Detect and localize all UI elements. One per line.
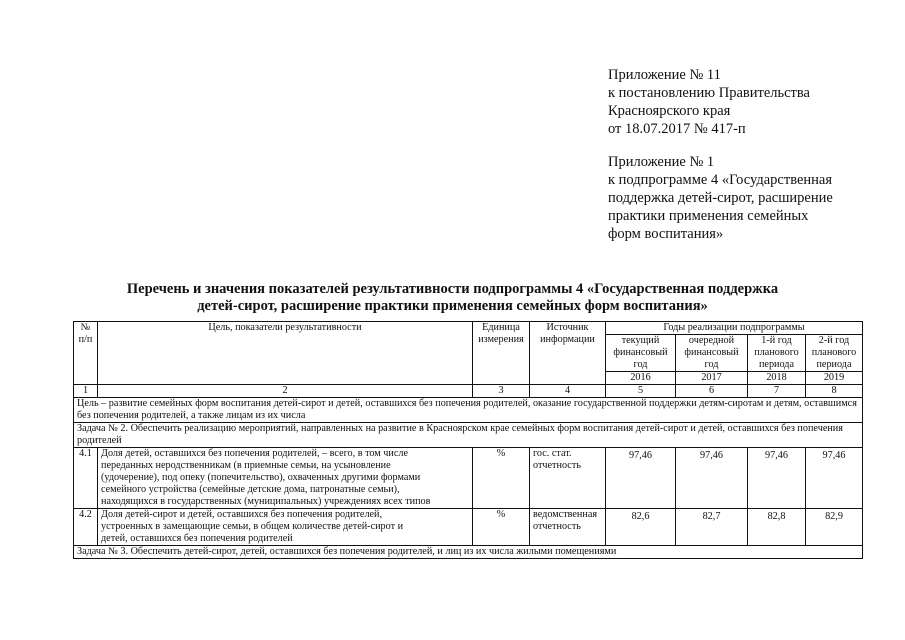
task-row (74, 423, 863, 448)
header-unit: Единица измерения (473, 322, 530, 385)
header-year: 2016 (606, 372, 676, 385)
title-line-1: Перечень и значения показателей результативности подпрограммы 4 «Государственная поддержка (126, 281, 779, 297)
header-year-label: очередной финансовый год (676, 335, 748, 372)
header-num: № п/п (74, 322, 98, 385)
header-year: 2017 (676, 372, 748, 385)
table-row (74, 448, 863, 509)
header-goal: Цель, показатели результативности (98, 322, 473, 385)
appendix-line: форм воспитания» (608, 226, 724, 242)
row-number: 4.1 (74, 448, 98, 509)
appendix-line: поддержка детей-сирот, расширение (608, 190, 833, 206)
title-line-2: детей-сирот, расширение практики применения семейных форм воспитания» (197, 298, 708, 314)
indicator-value: 82,9 (806, 509, 863, 546)
indicator-unit: % (473, 448, 530, 509)
header-year-label: 2-й год планового периода (806, 335, 863, 372)
indicator-text: Доля детей-сирот и детей, оставшихся без попечения родителей, устроенных в замещающие семьи, в общем количестве детей-сирот и детей, оставшихся без попечения родителей (98, 509, 473, 546)
indicator-value: 97,46 (806, 448, 863, 509)
column-number: 1 (74, 385, 98, 398)
column-number: 3 (473, 385, 530, 398)
indicator-source: ведомственная отчетность (530, 509, 606, 546)
appendix-sub-header (608, 153, 833, 243)
appendix-line: к подпрограмме 4 «Государственная (608, 172, 833, 188)
goal-text: Цель – развитие семейных форм воспитания детей-сирот и детей, оставшихся без попечения родителей, оказание государственной поддержки детям-сиротам и детям, оставшимся без попечения родителей, а также лицам из их числа (74, 398, 863, 423)
indicator-source: гос. стат. отчетность (530, 448, 606, 509)
task-row (74, 546, 863, 559)
document-title (60, 281, 845, 315)
header-year: 2018 (748, 372, 806, 385)
column-number: 4 (530, 385, 606, 398)
appendix-main-header (608, 66, 810, 138)
indicator-unit: % (473, 509, 530, 546)
appendix-line: от 18.07.2017 № 417-п (608, 121, 746, 137)
header-years-group: Годы реализации подпрограммы (606, 322, 863, 335)
header-row-1 (74, 322, 863, 335)
indicator-value: 82,6 (606, 509, 676, 546)
indicator-value: 82,8 (748, 509, 806, 546)
indicator-value: 97,46 (748, 448, 806, 509)
column-number-row (74, 385, 863, 398)
indicator-value: 82,7 (676, 509, 748, 546)
indicator-text: Доля детей, оставшихся без попечения родителей, – всего, в том числе переданных неродственникам (в приемные семьи, на усыновление (удочерение), под опеку (попечительство), охваченных другими формами семейного устройства (семейные детские дома, патронатные семьи), находящихся в государственных (муниципальных) учреждениях всех типов (98, 448, 473, 509)
row-number: 4.2 (74, 509, 98, 546)
header-year-label: 1-й год планового периода (748, 335, 806, 372)
column-number: 8 (806, 385, 863, 398)
column-number: 2 (98, 385, 473, 398)
column-number: 7 (748, 385, 806, 398)
appendix-line: практики применения семейных (608, 208, 809, 224)
indicators-table (73, 321, 863, 559)
column-number: 6 (676, 385, 748, 398)
indicator-value: 97,46 (606, 448, 676, 509)
indicator-value: 97,46 (676, 448, 748, 509)
header-year: 2019 (806, 372, 863, 385)
task-3-text: Задача № 3. Обеспечить детей-сирот, детей, оставшихся без попечения родителей, и лиц из их числа жилыми помещениями (74, 546, 863, 559)
table-row (74, 509, 863, 546)
task-2-text: Задача № 2. Обеспечить реализацию мероприятий, направленных на развитие в Красноярском крае семейных форм воспитания детей-сирот и детей, оставшихся без попечения родителей (74, 423, 863, 448)
appendix-line: Приложение № 11 (608, 67, 721, 83)
appendix-line: к постановлению Правительства (608, 85, 810, 101)
appendix-line: Красноярского края (608, 103, 731, 119)
column-number: 5 (606, 385, 676, 398)
appendix-line: Приложение № 1 (608, 154, 715, 170)
header-source: Источник информации (530, 322, 606, 385)
goal-row (74, 398, 863, 423)
header-year-label: текущий финансовый год (606, 335, 676, 372)
